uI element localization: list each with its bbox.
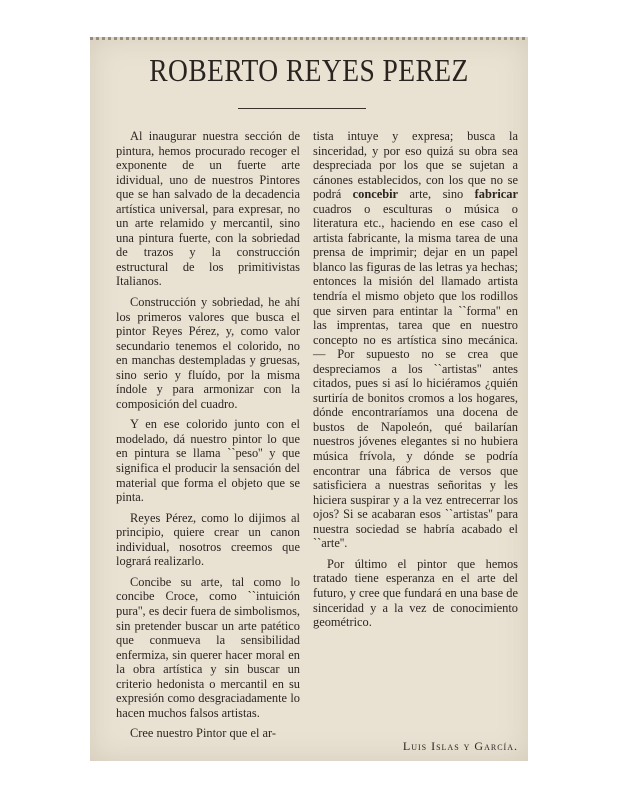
- paragraph: Y en ese colorido junto con el modelado, dá nuestro pintor lo que en pintura se llama ``peso'' y que significa el producir la sensación del material que forma el objeto que se pinta.: [116, 417, 300, 505]
- paragraph: tista intuye y expresa; busca la sinceridad, y por eso quizá su obra sea despreciada por los que se sujetan a cánones establecidos, con los que no se podrá concebir arte, sino fabricar cuadros o esculturas o música o literatura etc., haciendo en ese caso el artista fabricante, la misma tarea de una prensa de imprimir; dejar en un papel blanco las figuras de las letras ya hechas; entonces la misión del llamado artista tendría el mismo objeto que los rodillos que sirven para entintar la ``forma'' en las imprentas, tarea que en nuestro concepto no es artística sino mecánica. — Por supuesto no se crea que despreciamos a los ``artistas'' antes citados, pues si así lo hiciéramos ¿quién surtiría de bonitos cromos a los hogares, dónde encontraríamos una docena de bustos de Napoleón, qué bailarían nuestros jóvenes elegantes si no hubiera música frívola, y dónde se podría encontrar una fábrica de versos que satisficiera a nuestras señoritas y les hiciera suspirar y a la vez entrecerrar los ojos? Si se acabaran esos ``artistas'' para nuestra sociedad se habría acabado el ``arte''.: [313, 129, 518, 551]
- torn-top-edge: [90, 37, 528, 40]
- title-rule: [238, 108, 366, 109]
- article-title: ROBERTO REYES PEREZ: [149, 52, 469, 88]
- paragraph: Concibe su arte, tal como lo concibe Croce, como ``intuición pura'', es decir fuera de simbolismos, sin pretender buscar un arte patético que conmueva la sensibilidad enfermiza, sin querer hacer moral en la obra artística y sin buscar un criterio hedonista o mercantil en su expresión como desgraciadamente lo hacen muchos falsos artistas.: [116, 574, 300, 720]
- magazine-page: [90, 37, 528, 761]
- paragraph: Construcción y sobriedad, he ahí los primeros valores que busca el pintor Reyes Pérez, y, como valor secundario tenemos el colorido, no en manchas destempladas y gruesas, sino serio y fluído, por la misma índole y para armonizar con la composición del cuadro.: [116, 295, 300, 411]
- bold-word-fabricar: fabricar: [474, 187, 518, 202]
- paragraph: Por último el pintor que hemos tratado tiene esperanza en el arte del futuro, y cree que fundará en una base de sinceridad y a la vez de conocimiento geométrico.: [313, 556, 518, 630]
- right-column: [313, 129, 518, 636]
- paragraph: Cree nuestro Pintor que el ar-: [130, 726, 276, 741]
- left-column: [116, 129, 300, 747]
- paragraph: Reyes Pérez, como lo dijimos al principio, quiere crear un canon individual, nosotros creemos que logrará realizarlo.: [116, 510, 300, 569]
- bold-word-concebir: concebir: [352, 187, 399, 202]
- author-signature: Luis Islas y García.: [402, 739, 518, 753]
- paragraph: Al inaugurar nuestra sección de pintura, hemos procurado recoger el exponente de un fuerte arte idividual, uno de nuestros Pintores que se han salvado de la decadencia artística universal, para expresar, no un arte relamido y mercantil, sino una pintura fuerte, con la sobriedad de trazos y la construcción estructural de los primitivistas Italianos.: [116, 129, 300, 289]
